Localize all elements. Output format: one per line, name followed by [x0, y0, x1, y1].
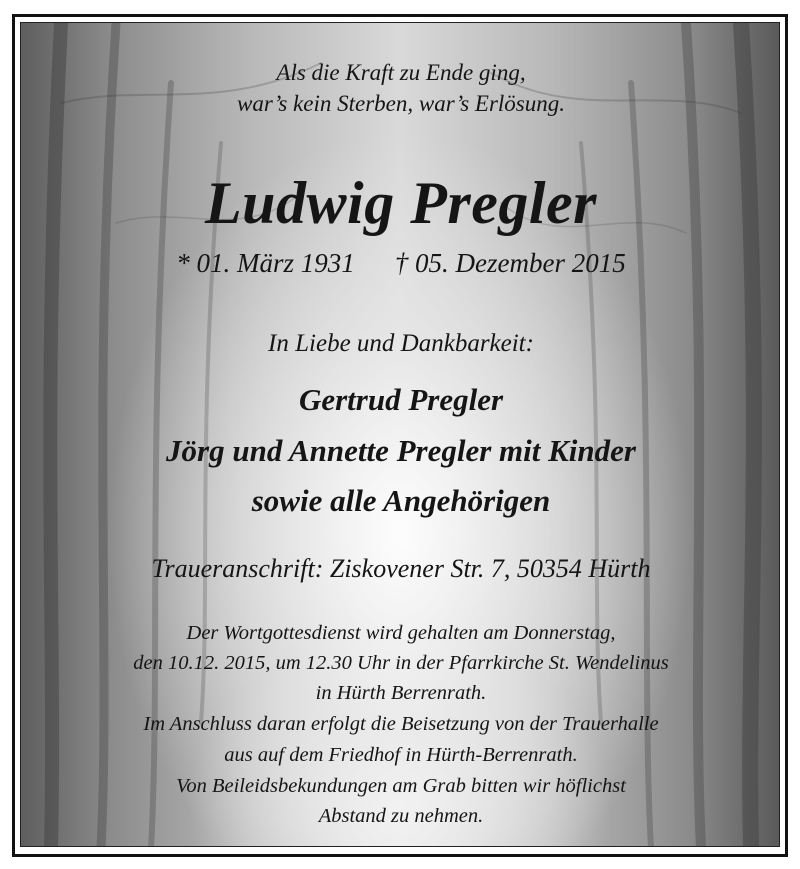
motto-line-1: Als die Kraft zu Ende ging, — [276, 60, 526, 85]
life-dates — [21, 247, 780, 279]
info-line-6: Von Beileidsbekundungen am Grab bitten wir höflichst — [176, 775, 626, 797]
family-line-3: sowie alle Angehörigen — [251, 483, 551, 518]
info-line-2: den 10.12. 2015, um 12.30 Uhr in der Pfarrkirche St. Wendelinus — [133, 652, 669, 674]
deceased-name: Ludwig Pregler — [205, 170, 597, 236]
info-line-1: Der Wortgottesdienst wird gehalten am Donnerstag, — [186, 622, 616, 644]
death-date: † 05. Dezember 2015 — [394, 248, 626, 278]
notice-panel — [20, 22, 780, 847]
birth-date: * 01. März 1931 — [176, 248, 355, 278]
motto-line-2: war’s kein Sterben, war’s Erlösung. — [237, 91, 565, 116]
info-line-3: in Hürth Berrenrath. — [315, 682, 487, 704]
info-line-4: Im Anschluss daran erfolgt die Beisetzung von der Trauerhalle — [143, 713, 659, 735]
love-line: In Liebe und Dankbarkeit: — [268, 330, 534, 357]
mourning-address: Traueranschrift: Ziskovener Str. 7, 50354 Hürth — [151, 554, 651, 583]
family-line-2: Jörg und Annette Pregler mit Kinder — [166, 433, 636, 468]
info-line-7: Abstand zu nehmen. — [318, 805, 484, 827]
info-line-5: aus auf dem Friedhof in Hürth-Berrenrath. — [224, 744, 578, 766]
notice-content — [21, 23, 780, 847]
family-line-1: Gertrud Pregler — [298, 382, 504, 417]
